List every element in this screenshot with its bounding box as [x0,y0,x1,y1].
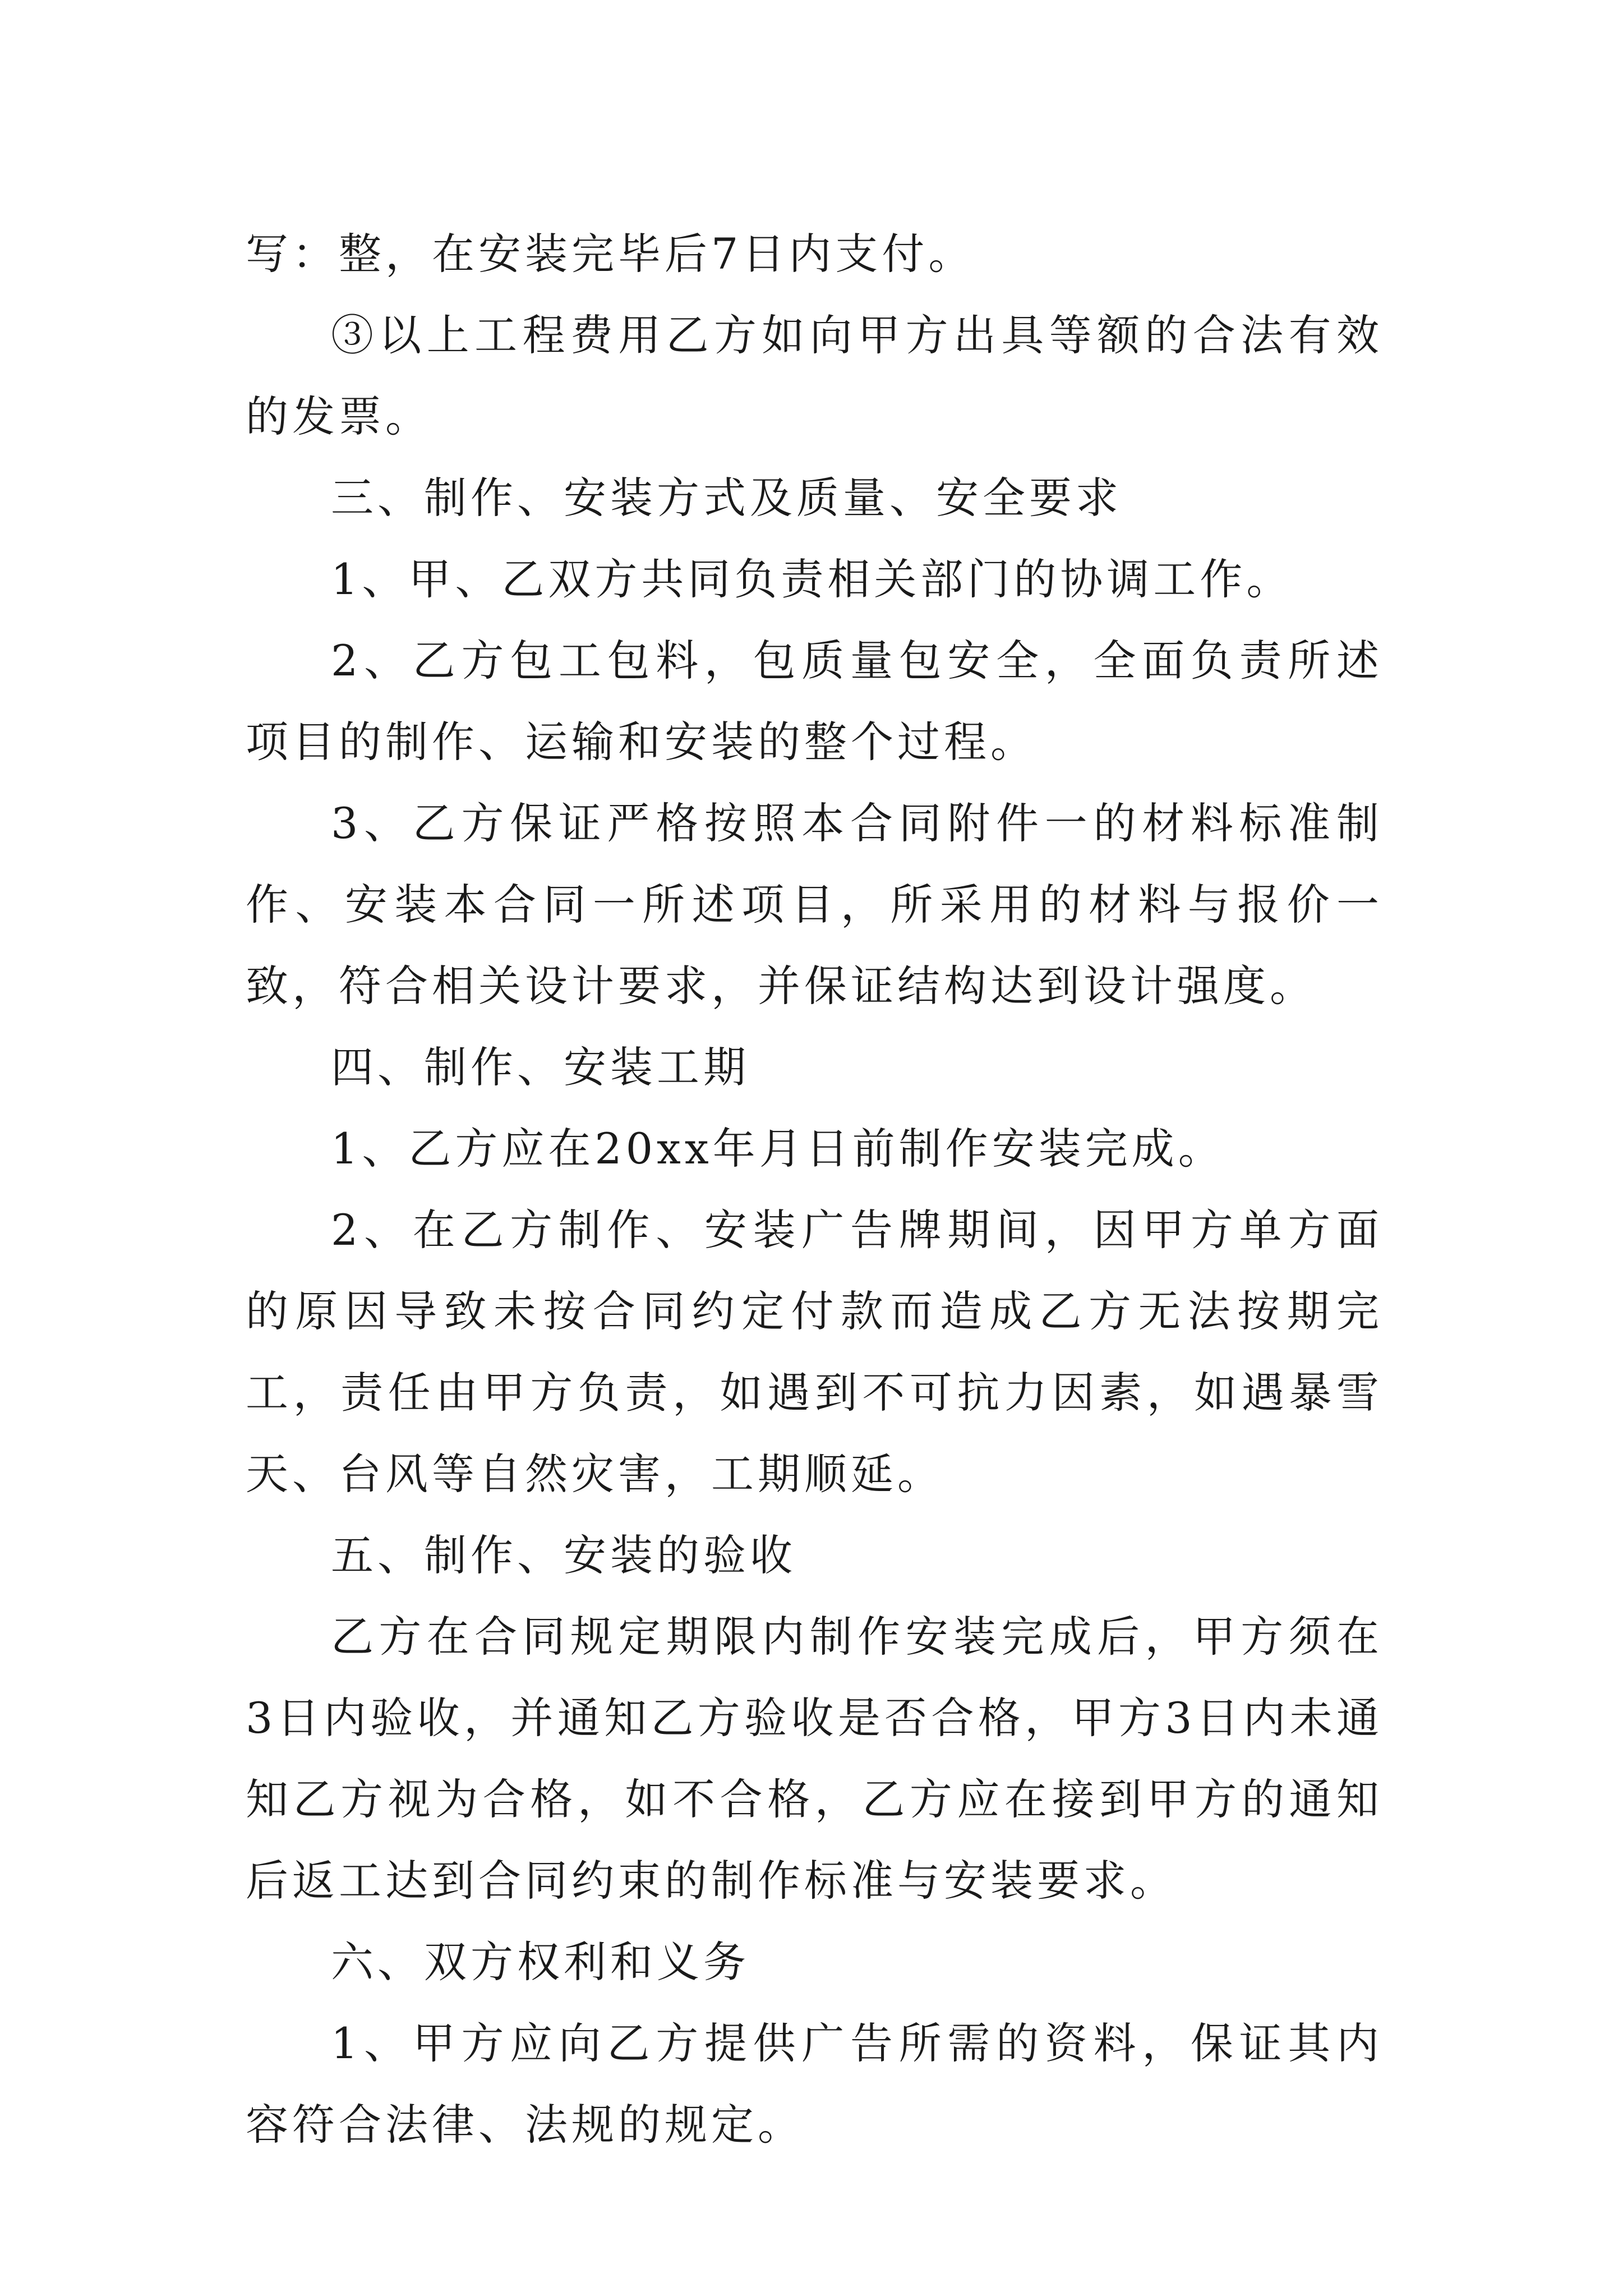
document-body [246,0,1383,2165]
section-heading-schedule: 四、制作、安装工期 [331,1042,750,1092]
paragraph-completion-date: 1、乙方应在20xx年月日前制作安装完成。 [331,1124,1225,1174]
paragraph-payment-terms: 写：整，在安装完毕后7日内支付。 [246,229,975,279]
section-heading-rights-obligations: 六、双方权利和义务 [331,1937,750,1987]
paragraph-contractor-responsibility: 2、乙方包工包料，包质量包安全，全面负责所述项目的制作、运输和安装的整个过程。 [246,636,1383,767]
paragraph-invoice: ③以上工程费用乙方如向甲方出具等额的合法有效的发票。 [246,310,1383,441]
paragraph-coordination: 1、甲、乙双方共同负责相关部门的协调工作。 [331,554,1293,604]
paragraph-delay-clause: 2、在乙方制作、安装广告牌期间，因甲方单方面的原因导致未按合同约定付款而造成乙方无法按期完工，责任由甲方负责，如遇到不可抗力因素，如遇暴雪天、台风等自然灾害，工期顺延。 [246,1205,1383,1499]
paragraph-party-a-obligation: 1、甲方应向乙方提供广告所需的资料，保证其内容符合法律、法规的规定。 [246,2018,1383,2150]
paragraph-acceptance-terms: 乙方在合同规定期限内制作安装完成后，甲方须在3日内验收，并通知乙方验收是否合格，甲方3日内未通知乙方视为合格，如不合格，乙方应在接到甲方的通知后返工达到合同约束的制作标准与安装要求。 [246,1612,1383,1906]
paragraph-material-standard: 3、乙方保证严格按照本合同附件一的材料标准制作、安装本合同一所述项目，所采用的材料与报价一致，符合相关设计要求，并保证结构达到设计强度。 [246,798,1383,1011]
section-heading-acceptance: 五、制作、安装的验收 [331,1530,796,1580]
section-heading-quality-safety: 三、制作、安装方式及质量、安全要求 [331,473,1122,523]
